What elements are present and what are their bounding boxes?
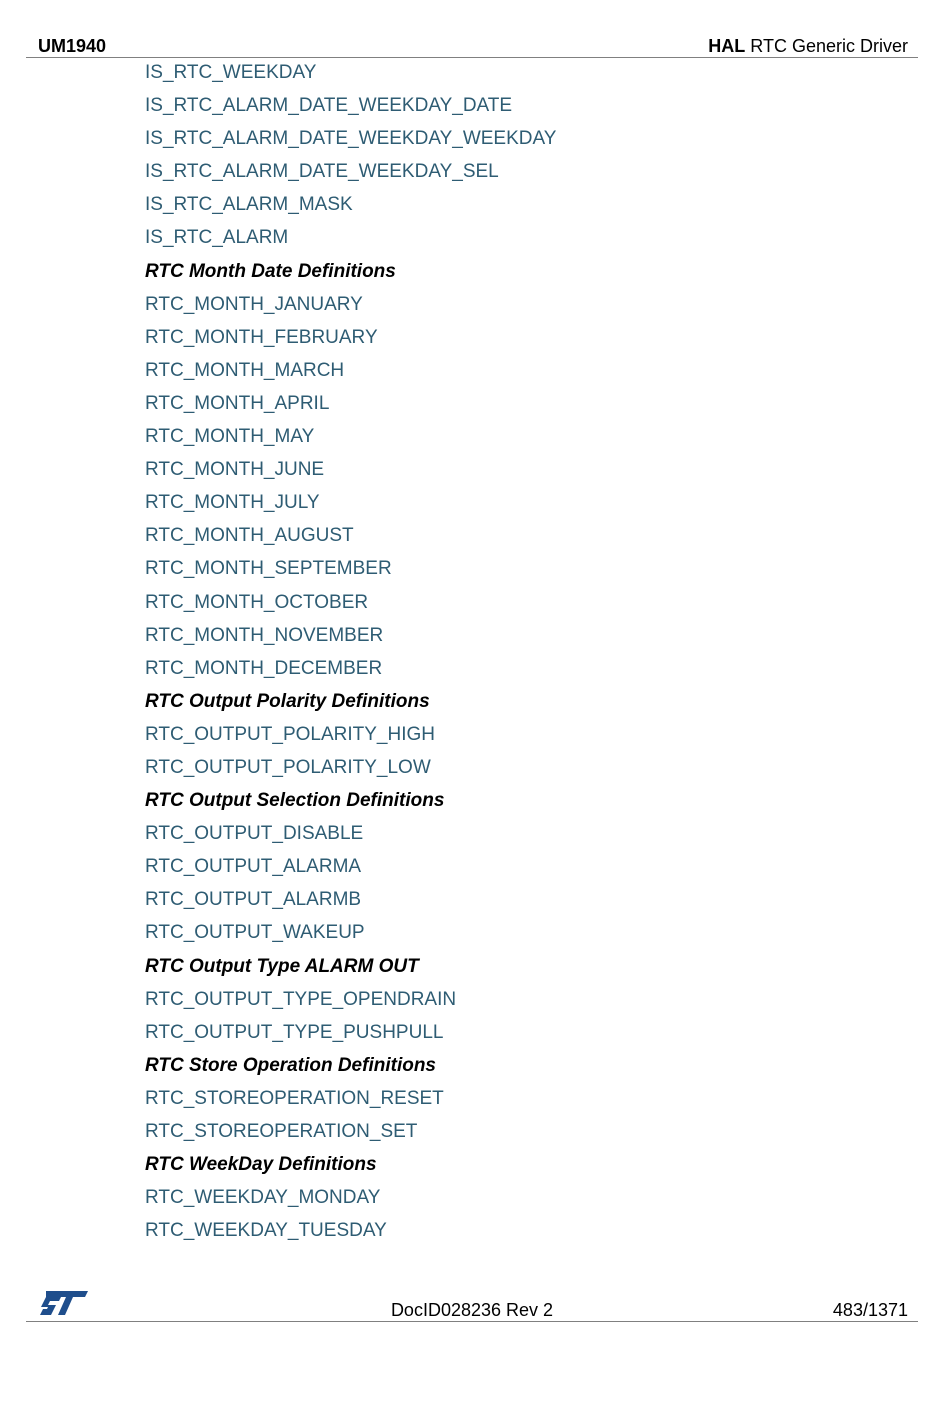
definition-link[interactable]: RTC_OUTPUT_POLARITY_LOW <box>145 756 431 778</box>
definition-link[interactable]: RTC_MONTH_FEBRUARY <box>145 326 378 348</box>
group-heading: RTC Month Date Definitions <box>145 260 396 282</box>
definition-link[interactable]: RTC_STOREOPERATION_SET <box>145 1121 418 1142</box>
page-footer <box>26 1286 918 1322</box>
group-heading: RTC Output Polarity Definitions <box>145 690 430 712</box>
definition-link[interactable]: RTC_OUTPUT_ALARMA <box>145 856 362 878</box>
definition-link[interactable]: IS_RTC_ALARM_DATE_WEEKDAY_DATE <box>145 95 513 117</box>
definition-link[interactable]: RTC_WEEKDAY_MONDAY <box>145 1187 381 1209</box>
definition-link[interactable]: RTC_MONTH_NOVEMBER <box>145 624 384 646</box>
definition-link[interactable]: RTC_MONTH_SEPTEMBER <box>145 558 392 580</box>
definition-link[interactable]: RTC_MONTH_DECEMBER <box>145 657 383 679</box>
definition-link[interactable]: RTC_WEEKDAY_TUESDAY <box>145 1220 387 1242</box>
document-id: UM1940 <box>38 36 107 56</box>
document-revision: DocID028236 Rev 2 <box>390 1300 554 1320</box>
definition-link[interactable]: RTC_MONTH_MARCH <box>145 359 345 381</box>
definition-link[interactable]: RTC_OUTPUT_DISABLE <box>145 823 364 845</box>
page-number: 483/1371 <box>832 1300 908 1320</box>
group-heading: RTC Output Selection Definitions <box>145 790 445 812</box>
definition-link[interactable]: IS_RTC_ALARM <box>145 227 289 249</box>
definition-link[interactable]: RTC_OUTPUT_TYPE_PUSHPULL <box>145 1021 444 1043</box>
definition-link[interactable]: IS_RTC_WEEKDAY <box>145 62 317 83</box>
definition-link[interactable]: IS_RTC_ALARM_DATE_WEEKDAY_WEEKDAY <box>145 128 557 150</box>
section-title-bold: HAL <box>708 36 746 56</box>
definition-link[interactable]: RTC_MONTH_JUNE <box>145 459 325 481</box>
definition-list <box>145 61 905 1252</box>
definition-link[interactable]: RTC_OUTPUT_ALARMB <box>145 889 362 911</box>
definition-link[interactable]: RTC_MONTH_OCTOBER <box>145 591 369 613</box>
section-title-rest: RTC Generic Driver <box>745 36 908 56</box>
group-heading: RTC WeekDay Definitions <box>145 1154 377 1176</box>
group-heading: RTC Store Operation Definitions <box>145 1054 437 1076</box>
definition-link[interactable]: RTC_MONTH_APRIL <box>145 392 330 414</box>
definition-link[interactable]: RTC_OUTPUT_WAKEUP <box>145 922 365 944</box>
group-heading: RTC Output Type ALARM OUT <box>145 955 419 977</box>
definition-link[interactable]: RTC_OUTPUT_POLARITY_HIGH <box>145 723 435 745</box>
definition-link[interactable]: RTC_MONTH_MAY <box>145 426 315 448</box>
definition-link[interactable]: IS_RTC_ALARM_MASK <box>145 194 353 216</box>
definition-link[interactable]: RTC_MONTH_JANUARY <box>145 293 363 315</box>
definition-link[interactable]: IS_RTC_ALARM_DATE_WEEKDAY_SEL <box>145 161 499 183</box>
definition-link[interactable]: RTC_MONTH_JULY <box>145 492 320 514</box>
definition-link[interactable]: RTC_OUTPUT_TYPE_OPENDRAIN <box>145 988 457 1010</box>
page-header <box>26 0 918 58</box>
definition-link[interactable]: RTC_STOREOPERATION_RESET <box>145 1087 444 1109</box>
definition-link[interactable]: RTC_MONTH_AUGUST <box>145 525 354 547</box>
section-title <box>708 36 908 57</box>
